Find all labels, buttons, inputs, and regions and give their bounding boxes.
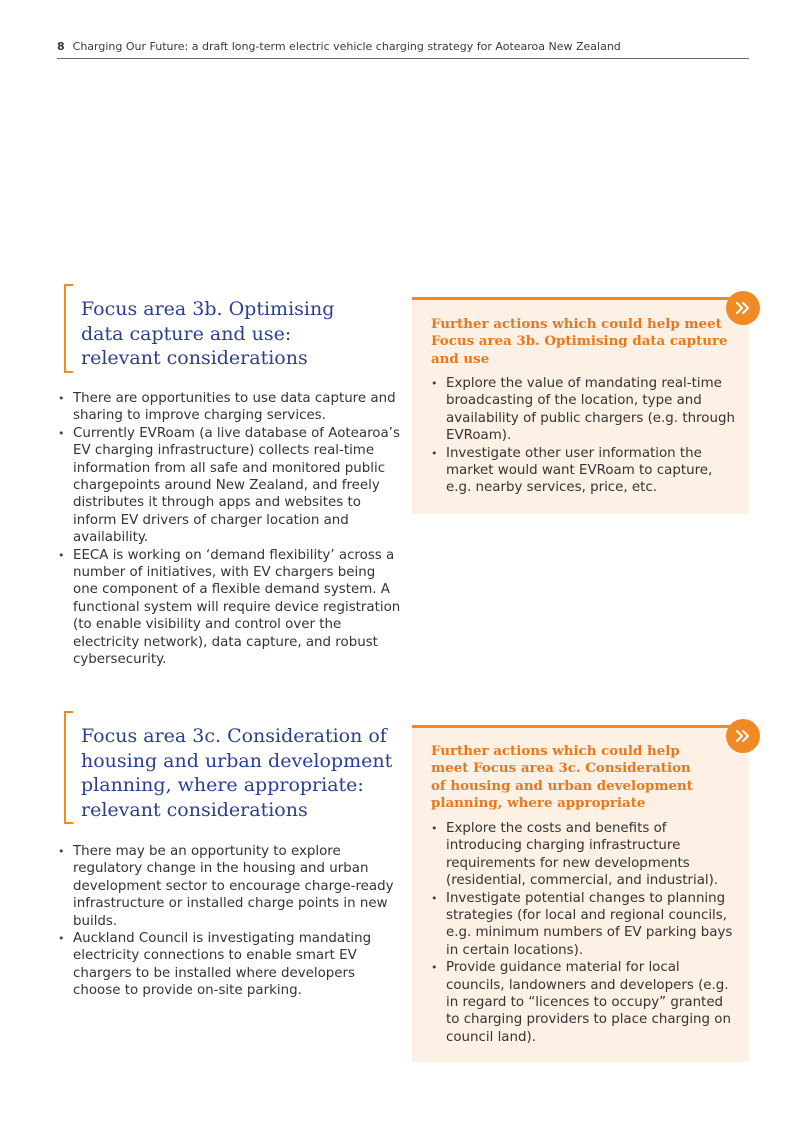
list-item: • EECA is working on ‘demand flexibility’ across a number of initiatives, with EV chargers being one component of a flexible demand system. A functional system will require device registration (to enable visibility and control over the electricity network), data capture, and robust cybersecurity. (57, 547, 402, 669)
double-chevron-right-icon (726, 719, 760, 753)
double-chevron-right-icon (726, 291, 760, 325)
header-divider (57, 58, 749, 59)
considerations-list-3c (57, 843, 402, 1000)
list-item: • Investigate other user information the market would want EVRoam to capture, e.g. nearby services, price, etc. (430, 445, 735, 497)
considerations-list-3b (57, 390, 402, 669)
list-item: • Provide guidance material for local councils, landowners and developers (e.g. in regard to “licences to occupy” granted to charging providers to place charging on council land). (430, 959, 735, 1046)
list-item: • Currently EVRoam (a live database of Aotearoa’s EV charging infrastructure) collects real-time information from all safe and monitored public chargepoints around New Zealand, and freely distributes it through apps and websites to inform EV drivers of charger location and availability. (57, 425, 402, 547)
list-item: • There are opportunities to use data capture and sharing to improve charging services. (57, 390, 402, 425)
list-item: • Auckland Council is investigating mandating electricity connections to enable smart EV chargers to be installed where developers choose to provide on-site parking. (57, 930, 402, 1000)
list-item: • Explore the costs and benefits of introducing charging infrastructure requirements for new developments (residential, commercial, and industrial). (430, 820, 735, 890)
focus-area-3c-title: Focus area 3c. Consideration of housing and urban development planning, where appropriate: relevant considerations (81, 725, 393, 821)
panel-rule-3b (412, 297, 732, 300)
panel-rule-3c (412, 725, 732, 728)
further-actions-title-3b: Further actions which could help meet Focus area 3b. Optimising data capture and use (431, 316, 728, 367)
further-actions-title-3c: Further actions which could help meet Focus area 3c. Consideration of housing and urban development planning, where appropriate (431, 743, 693, 812)
further-actions-list-3b (430, 375, 735, 497)
page-number: 8 (57, 40, 65, 53)
list-item: • Explore the value of mandating real-time broadcasting of the location, type and availability of public chargers (e.g. through EVRoam). (430, 375, 735, 445)
list-item: • There may be an opportunity to explore regulatory change in the housing and urban development sector to encourage charge-ready infrastructure or installed charge points in new builds. (57, 843, 402, 930)
document-title: Charging Our Future: a draft long-term electric vehicle charging strategy for Aotearoa New Zealand (72, 40, 621, 53)
title-bracket-3c (64, 711, 73, 824)
page-header (57, 40, 749, 54)
list-item: • Investigate potential changes to planning strategies (for local and regional councils, e.g. minimum numbers of EV parking bays in certain locations). (430, 890, 735, 960)
focus-area-3b-title: Focus area 3b. Optimising data capture and use: relevant considerations (81, 298, 335, 369)
title-bracket-3b (64, 284, 73, 373)
further-actions-list-3c (430, 820, 735, 1046)
